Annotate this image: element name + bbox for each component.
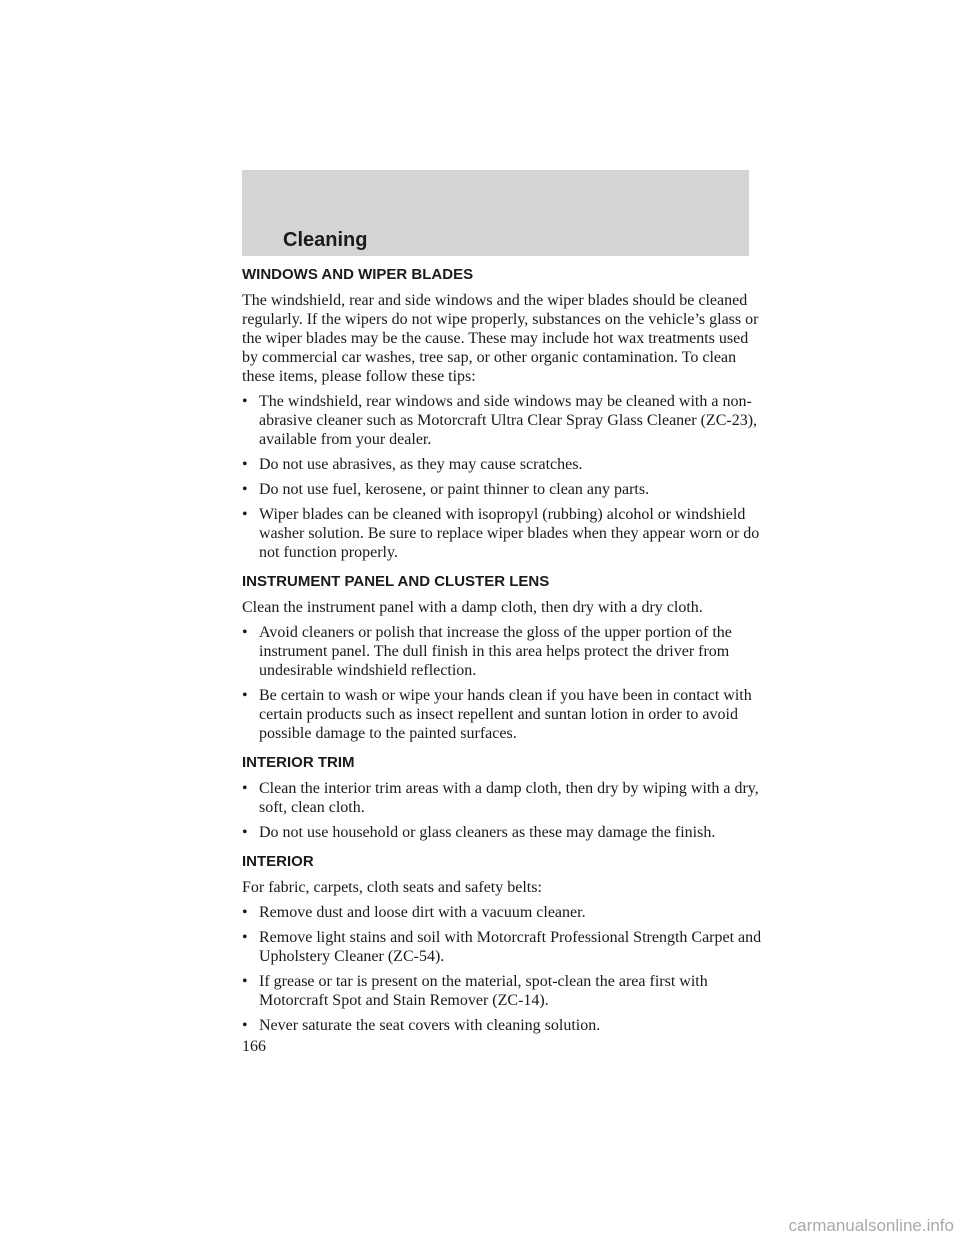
watermark: carmanualsonline.info [788,1216,954,1235]
bullet-icon: • [242,824,248,841]
bullet-icon: • [242,904,248,921]
bullet-list [242,623,762,743]
section-intro: Clean the instrument panel with a damp cloth, then dry with a dry cloth. [242,599,703,616]
section-intro: The windshield, rear and side windows and the wiper blades should be cleaned regularly. If the wipers do not wipe properly, substances on the vehicle’s glass or the wiper blades may be the cause. These may include hot wax treatments used by commercial car washes, tree sap, or other organic contamination. To clean these items, please follow these tips: [242,292,759,385]
bullet-icon: • [242,929,248,946]
page-number: 166 [242,1038,266,1055]
bullet-list [242,903,762,1035]
page-title: Cleaning [283,229,368,251]
list-item: • Never saturate the seat covers with cleaning solution. [242,1017,601,1034]
bullet-icon: • [242,624,248,641]
bullet-list [242,392,762,562]
section-intro: For fabric, carpets, cloth seats and safety belts: [242,879,542,896]
section-interior [242,852,762,1035]
list-item: • Remove light stains and soil with Motorcraft Professional Strength Carpet and Upholstery Cleaner (ZC-54). [242,929,762,965]
list-item: • If grease or tar is present on the material, spot-clean the area first with Motorcraft Spot and Stain Remover (ZC-14). [242,973,708,1009]
list-item: • Do not use household or glass cleaners as these may damage the finish. [242,824,716,841]
list-item: • Wiper blades can be cleaned with isopropyl (rubbing) alcohol or windshield washer solution. Be sure to replace wiper blades when they appear worn or do not function properly. [242,506,760,561]
bullet-icon: • [242,393,248,410]
section-interior-trim [242,753,762,842]
section-heading: INTERIOR [242,853,314,870]
section-heading: INTERIOR TRIM [242,754,355,771]
bullet-list [242,779,762,842]
section-instrument-panel [242,572,762,743]
list-item: • Be certain to wash or wipe your hands clean if you have been in contact with certain products such as insect repellent and suntan lotion in order to avoid possible damage to the painted surfaces. [242,687,752,742]
list-item: • The windshield, rear windows and side windows may be cleaned with a non-abrasive cleaner such as Motorcraft Ultra Clear Spray Glass Cleaner (ZC-23), available from your dealer. [242,393,758,448]
list-item: • Do not use fuel, kerosene, or paint thinner to clean any parts. [242,481,650,498]
section-heading: INSTRUMENT PANEL AND CLUSTER LENS [242,573,550,590]
list-item: • Clean the interior trim areas with a damp cloth, then dry by wiping with a dry, soft, clean cloth. [242,780,759,816]
bullet-icon: • [242,780,248,797]
bullet-icon: • [242,687,248,704]
bullet-icon: • [242,456,248,473]
bullet-icon: • [242,1017,248,1034]
section-windows-wipers [242,265,762,562]
bullet-icon: • [242,481,248,498]
list-item: • Do not use abrasives, as they may cause scratches. [242,456,583,473]
main-content [242,265,762,1056]
header-band [242,170,749,256]
bullet-icon: • [242,973,248,990]
section-heading: WINDOWS AND WIPER BLADES [242,266,474,283]
bullet-icon: • [242,506,248,523]
list-item: • Avoid cleaners or polish that increase the gloss of the upper portion of the instrument panel. The dull finish in this area helps protect the driver from undesirable windshield reflection. [242,624,732,679]
list-item: • Remove dust and loose dirt with a vacuum cleaner. [242,904,586,921]
